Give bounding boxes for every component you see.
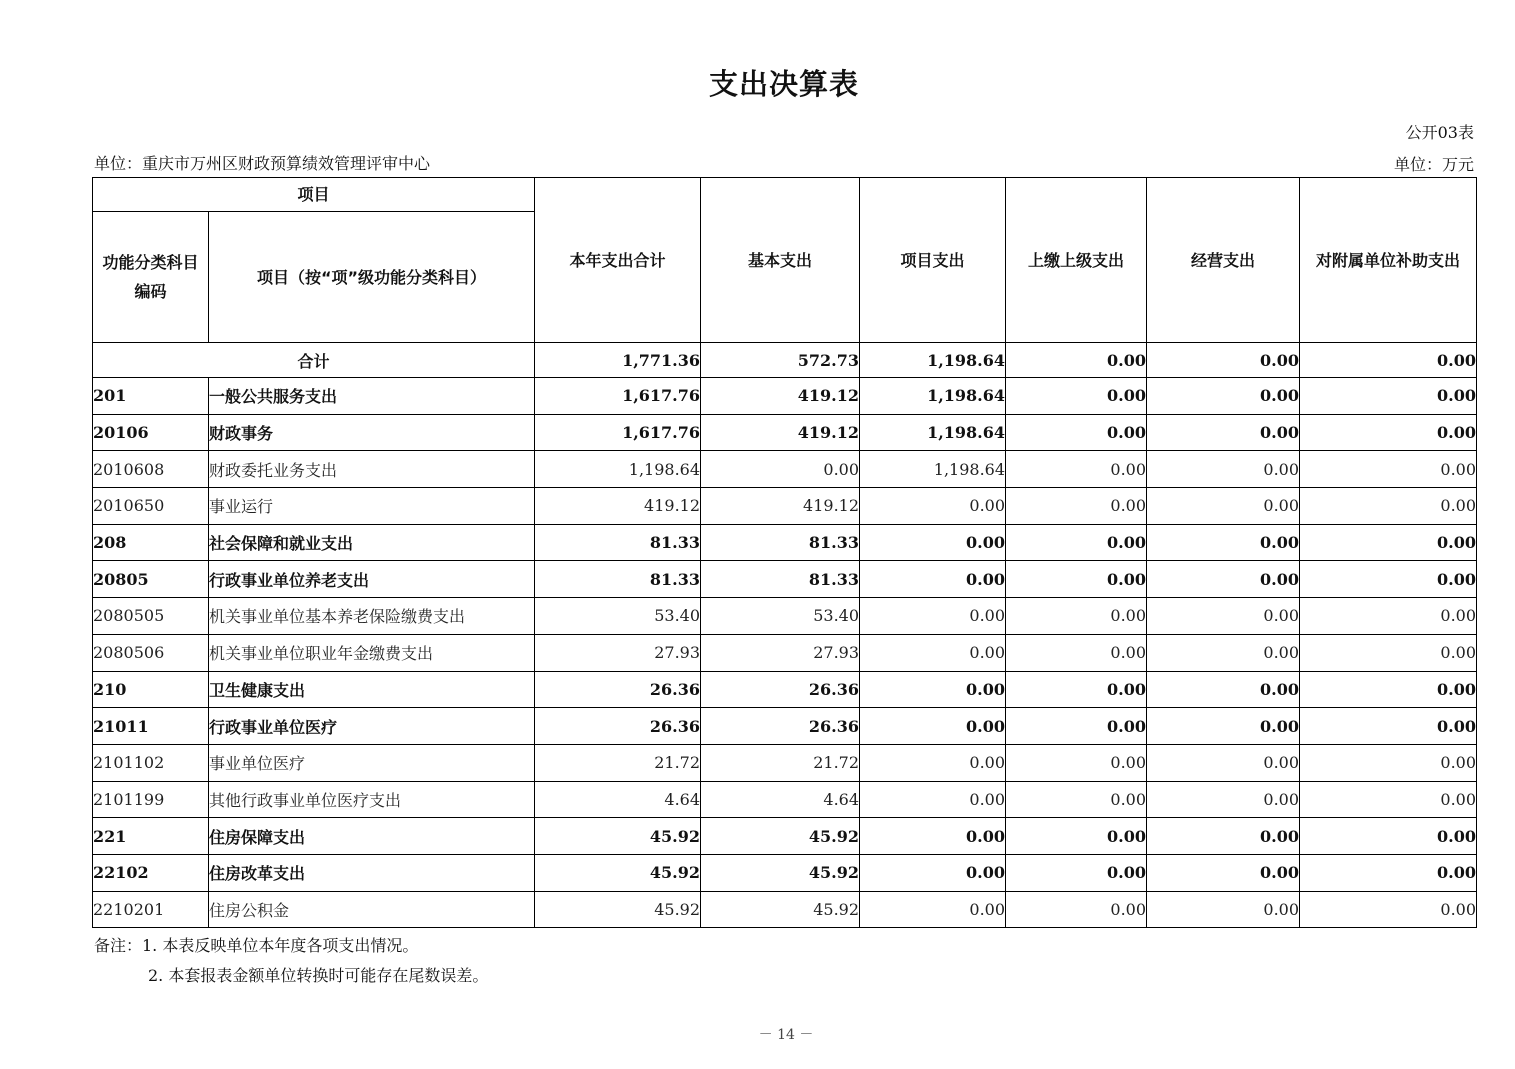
row-value: 0.00 <box>1147 524 1300 561</box>
row-value: 0.00 <box>1147 708 1300 745</box>
row-value: 4.64 <box>535 781 701 818</box>
row-value: 21.72 <box>535 744 701 781</box>
row-value: 1,617.76 <box>535 414 701 451</box>
reporting-unit: 单位：重庆市万州区财政预算绩效管理评审中心 <box>94 154 431 173</box>
total-cell: 1,198.64 <box>860 343 1006 378</box>
table-row <box>93 488 1477 525</box>
row-code: 22102 <box>93 854 209 891</box>
row-value: 0.00 <box>1300 854 1477 891</box>
row-value: 21.72 <box>701 744 860 781</box>
total-cell: 0.00 <box>1006 343 1147 378</box>
expenditure-table <box>92 177 1477 928</box>
row-name: 财政委托业务支出 <box>209 451 535 488</box>
row-value: 0.00 <box>1006 414 1147 451</box>
row-value: 53.40 <box>701 598 860 635</box>
row-value: 419.12 <box>535 488 701 525</box>
row-name: 事业单位医疗 <box>209 744 535 781</box>
row-value: 0.00 <box>1147 671 1300 708</box>
row-value: 0.00 <box>1147 854 1300 891</box>
row-value: 53.40 <box>535 598 701 635</box>
row-value: 1,198.64 <box>535 451 701 488</box>
row-code: 2080505 <box>93 598 209 635</box>
row-code: 2101199 <box>93 781 209 818</box>
header-project: 项目支出 <box>860 178 1006 343</box>
row-value: 0.00 <box>1300 561 1477 598</box>
row-value: 0.00 <box>860 744 1006 781</box>
row-value: 45.92 <box>535 891 701 928</box>
row-value: 4.64 <box>701 781 860 818</box>
row-value: 0.00 <box>860 598 1006 635</box>
row-value: 0.00 <box>860 634 1006 671</box>
row-value: 0.00 <box>1147 414 1300 451</box>
row-name: 一般公共服务支出 <box>209 378 535 415</box>
row-value: 419.12 <box>701 488 860 525</box>
table-row <box>93 378 1477 415</box>
row-value: 0.00 <box>1300 708 1477 745</box>
row-value: 0.00 <box>1147 818 1300 855</box>
row-code: 20106 <box>93 414 209 451</box>
row-name: 财政事务 <box>209 414 535 451</box>
row-value: 0.00 <box>1006 488 1147 525</box>
row-name: 事业运行 <box>209 488 535 525</box>
row-value: 81.33 <box>701 524 860 561</box>
row-value: 81.33 <box>701 561 860 598</box>
row-value: 0.00 <box>1006 561 1147 598</box>
table-row <box>93 708 1477 745</box>
row-value: 0.00 <box>1300 818 1477 855</box>
table-row <box>93 598 1477 635</box>
header-business: 经营支出 <box>1147 178 1300 343</box>
row-value: 0.00 <box>1300 634 1477 671</box>
row-value: 45.92 <box>701 854 860 891</box>
row-value: 0.00 <box>860 818 1006 855</box>
table-row <box>93 451 1477 488</box>
row-value: 0.00 <box>1006 891 1147 928</box>
row-value: 419.12 <box>701 414 860 451</box>
row-value: 0.00 <box>1006 854 1147 891</box>
table-row <box>93 634 1477 671</box>
row-value: 1,198.64 <box>860 414 1006 451</box>
row-value: 0.00 <box>860 488 1006 525</box>
row-name: 社会保障和就业支出 <box>209 524 535 561</box>
row-name: 机关事业单位基本养老保险缴费支出 <box>209 598 535 635</box>
table-row <box>93 671 1477 708</box>
header-project-group: 项目 <box>93 178 535 212</box>
row-value: 0.00 <box>701 451 860 488</box>
row-name: 住房公积金 <box>209 891 535 928</box>
row-value: 0.00 <box>1300 378 1477 415</box>
row-value: 0.00 <box>1147 488 1300 525</box>
row-value: 27.93 <box>701 634 860 671</box>
row-value: 0.00 <box>1006 818 1147 855</box>
row-name: 住房保障支出 <box>209 818 535 855</box>
row-value: 0.00 <box>1147 378 1300 415</box>
row-code: 210 <box>93 671 209 708</box>
row-value: 1,198.64 <box>860 378 1006 415</box>
row-value: 0.00 <box>860 708 1006 745</box>
row-name: 行政事业单位养老支出 <box>209 561 535 598</box>
row-value: 45.92 <box>535 818 701 855</box>
row-value: 0.00 <box>1006 598 1147 635</box>
row-code: 208 <box>93 524 209 561</box>
row-value: 0.00 <box>1006 671 1147 708</box>
row-code: 2101102 <box>93 744 209 781</box>
row-value: 0.00 <box>1006 744 1147 781</box>
row-code: 2010608 <box>93 451 209 488</box>
row-value: 0.00 <box>1300 671 1477 708</box>
row-value: 0.00 <box>860 891 1006 928</box>
table-row <box>93 561 1477 598</box>
table-body <box>93 343 1477 928</box>
row-value: 0.00 <box>1147 634 1300 671</box>
total-cell: 0.00 <box>1300 343 1477 378</box>
row-value: 26.36 <box>535 671 701 708</box>
row-value: 0.00 <box>1300 781 1477 818</box>
header-total: 本年支出合计 <box>535 178 701 343</box>
row-value: 0.00 <box>1300 744 1477 781</box>
header-subsidy: 对附属单位补助支出 <box>1300 178 1477 343</box>
header-basic: 基本支出 <box>701 178 860 343</box>
table-row <box>93 818 1477 855</box>
row-code: 2080506 <box>93 634 209 671</box>
row-value: 81.33 <box>535 561 701 598</box>
row-value: 419.12 <box>701 378 860 415</box>
row-name: 行政事业单位医疗 <box>209 708 535 745</box>
note-2: 2. 本套报表金额单位转换时可能存在尾数误差。 <box>148 966 489 985</box>
table-row <box>93 414 1477 451</box>
row-value: 1,617.76 <box>535 378 701 415</box>
row-value: 0.00 <box>860 561 1006 598</box>
row-value: 0.00 <box>1300 891 1477 928</box>
table-row <box>93 854 1477 891</box>
row-value: 26.36 <box>701 708 860 745</box>
row-name: 卫生健康支出 <box>209 671 535 708</box>
row-value: 45.92 <box>701 891 860 928</box>
row-value: 0.00 <box>860 781 1006 818</box>
form-number: 公开03表 <box>1405 123 1474 142</box>
row-value: 0.00 <box>860 524 1006 561</box>
row-value: 0.00 <box>1006 708 1147 745</box>
row-value: 0.00 <box>1147 598 1300 635</box>
row-value: 1,198.64 <box>860 451 1006 488</box>
row-value: 0.00 <box>1147 451 1300 488</box>
page-number: － 14 － <box>758 1027 814 1043</box>
table-row <box>93 781 1477 818</box>
row-value: 0.00 <box>1006 634 1147 671</box>
table-row <box>93 524 1477 561</box>
note-1: 备注：1. 本表反映单位本年度各项支出情况。 <box>94 936 419 955</box>
row-code: 2210201 <box>93 891 209 928</box>
total-cell: 0.00 <box>1147 343 1300 378</box>
row-value: 0.00 <box>1006 781 1147 818</box>
total-row <box>93 343 1477 378</box>
total-label: 合计 <box>93 343 535 378</box>
row-value: 0.00 <box>1300 414 1477 451</box>
header-name: 项目（按“项”级功能分类科目） <box>209 212 535 343</box>
row-value: 45.92 <box>701 818 860 855</box>
row-value: 0.00 <box>1006 524 1147 561</box>
header-code: 功能分类科目编码 <box>93 212 209 343</box>
row-value: 0.00 <box>1006 451 1147 488</box>
row-value: 0.00 <box>1300 451 1477 488</box>
row-value: 0.00 <box>1147 781 1300 818</box>
row-value: 0.00 <box>1147 561 1300 598</box>
row-value: 45.92 <box>535 854 701 891</box>
row-code: 221 <box>93 818 209 855</box>
row-value: 0.00 <box>1006 378 1147 415</box>
row-value: 0.00 <box>860 671 1006 708</box>
header-upper: 上缴上级支出 <box>1006 178 1147 343</box>
row-value: 26.36 <box>701 671 860 708</box>
row-value: 81.33 <box>535 524 701 561</box>
row-value: 0.00 <box>1300 524 1477 561</box>
row-code: 21011 <box>93 708 209 745</box>
row-value: 0.00 <box>1300 488 1477 525</box>
row-name: 机关事业单位职业年金缴费支出 <box>209 634 535 671</box>
row-name: 其他行政事业单位医疗支出 <box>209 781 535 818</box>
page-title: 支出决算表 <box>708 67 859 101</box>
currency-unit: 单位：万元 <box>1393 155 1474 174</box>
row-code: 2010650 <box>93 488 209 525</box>
row-name: 住房改革支出 <box>209 854 535 891</box>
row-value: 0.00 <box>860 854 1006 891</box>
row-code: 20805 <box>93 561 209 598</box>
table-row <box>93 891 1477 928</box>
total-cell: 1,771.36 <box>535 343 701 378</box>
row-value: 0.00 <box>1147 744 1300 781</box>
row-value: 27.93 <box>535 634 701 671</box>
total-cell: 572.73 <box>701 343 860 378</box>
table-row <box>93 744 1477 781</box>
row-value: 0.00 <box>1147 891 1300 928</box>
row-value: 26.36 <box>535 708 701 745</box>
row-code: 201 <box>93 378 209 415</box>
row-value: 0.00 <box>1300 598 1477 635</box>
